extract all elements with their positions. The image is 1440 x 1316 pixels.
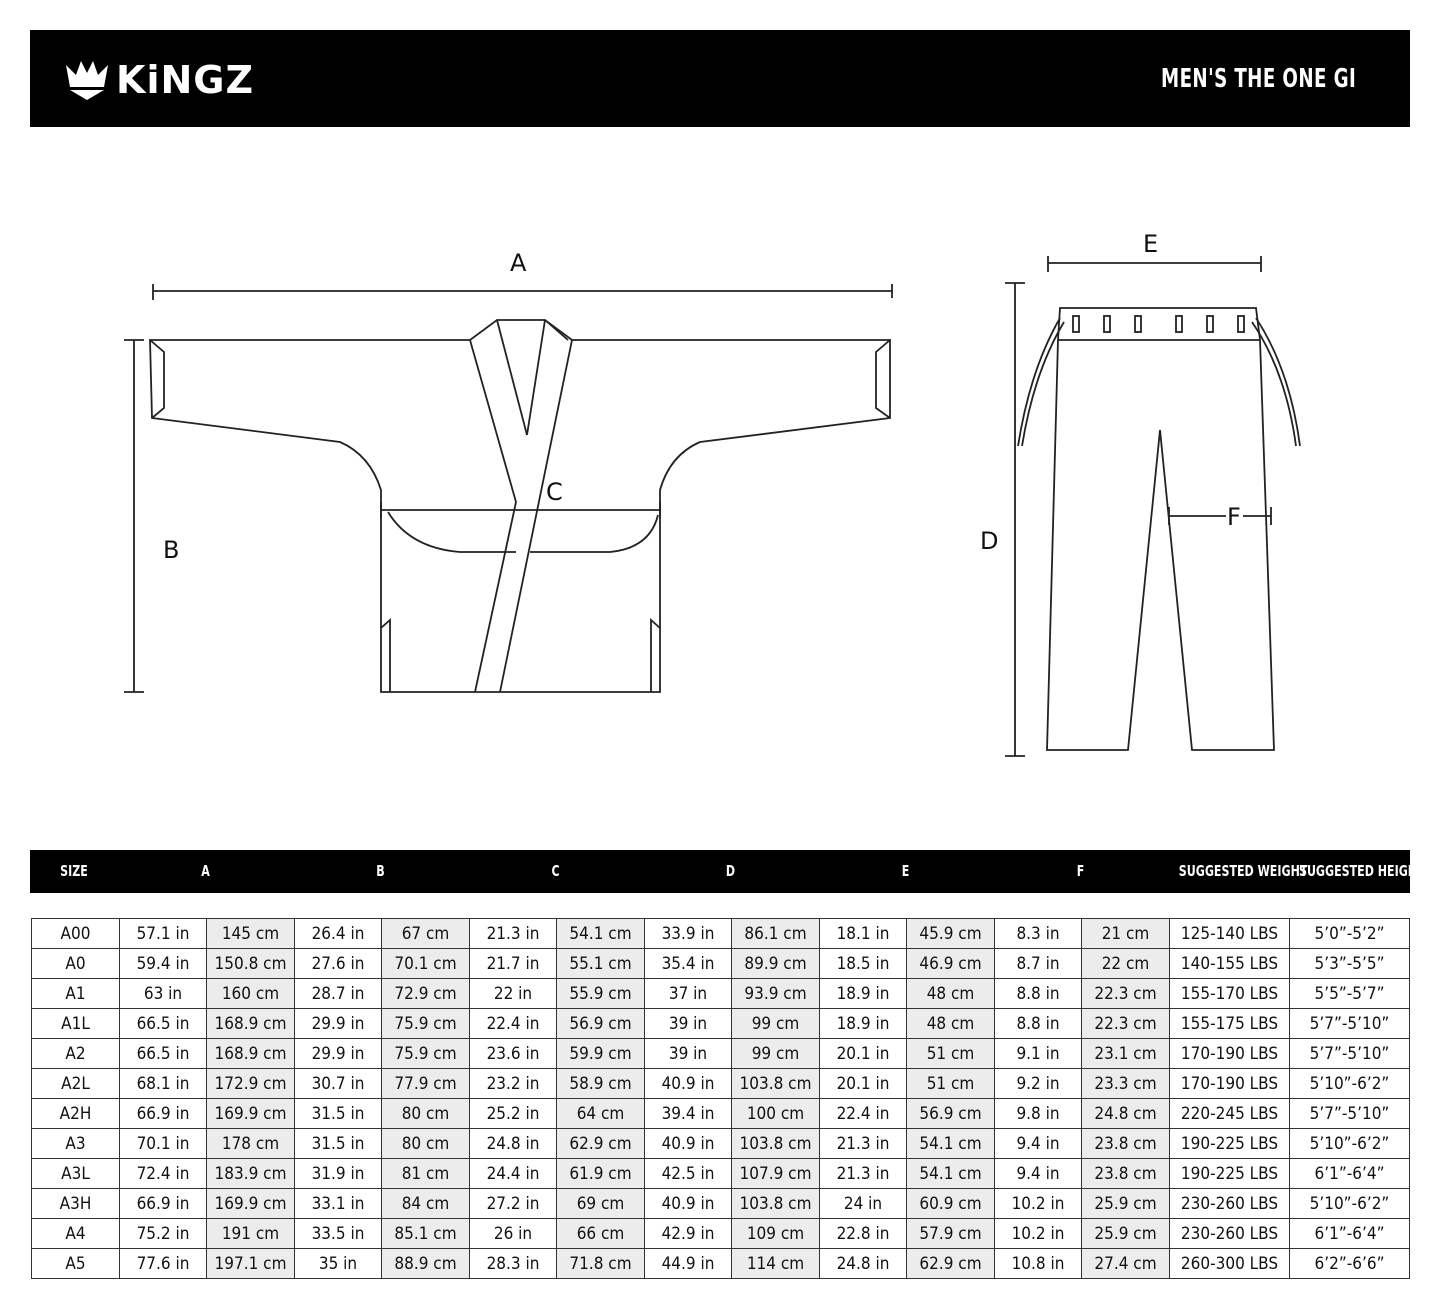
table-cell: 23.8 cm — [1082, 1129, 1170, 1159]
table-cell: 24.4 in — [470, 1159, 557, 1189]
table-cell: 62.9 cm — [907, 1249, 995, 1279]
table-cell: 183.9 cm — [207, 1159, 295, 1189]
table-row — [32, 1099, 1410, 1129]
table-row — [32, 1189, 1410, 1219]
table-cell: 125-140 LBS — [1170, 919, 1290, 949]
size-cell: A00 — [32, 919, 120, 949]
table-cell: 88.9 cm — [382, 1249, 470, 1279]
size-cell: A3H — [32, 1189, 120, 1219]
table-cell: 5’7”-5’10” — [1290, 1099, 1410, 1129]
table-cell: 24.8 cm — [1082, 1099, 1170, 1129]
size-cell: A3L — [32, 1159, 120, 1189]
size-table-header — [30, 850, 1425, 893]
table-cell: 30.7 in — [295, 1069, 382, 1099]
table-cell: 18.5 in — [820, 949, 907, 979]
table-cell: 35 in — [295, 1249, 382, 1279]
table-cell: 26 in — [470, 1219, 557, 1249]
col-header-height: SUGGESTED HEIGHT — [1298, 862, 1425, 880]
table-cell: 62.9 cm — [557, 1129, 645, 1159]
table-cell: 35.4 in — [645, 949, 732, 979]
table-cell: 8.8 in — [995, 979, 1082, 1009]
table-cell: 103.8 cm — [732, 1069, 820, 1099]
table-cell: 18.9 in — [820, 1009, 907, 1039]
table-cell: 33.1 in — [295, 1189, 382, 1219]
table-cell: 145 cm — [207, 919, 295, 949]
table-cell: 81 cm — [382, 1159, 470, 1189]
table-cell: 59.4 in — [120, 949, 207, 979]
table-cell: 5’10”-6’2” — [1290, 1129, 1410, 1159]
table-cell: 22.3 cm — [1082, 1009, 1170, 1039]
table-row — [32, 979, 1410, 1009]
table-cell: 109 cm — [732, 1219, 820, 1249]
table-cell: 22.4 in — [820, 1099, 907, 1129]
table-row — [32, 1129, 1410, 1159]
table-cell: 191 cm — [207, 1219, 295, 1249]
table-cell: 8.7 in — [995, 949, 1082, 979]
product-title: MEN'S THE ONE GI — [1160, 64, 1356, 94]
table-cell: 22 in — [470, 979, 557, 1009]
table-cell: 8.3 in — [995, 919, 1082, 949]
table-row — [32, 1159, 1410, 1189]
table-cell: 9.4 in — [995, 1129, 1082, 1159]
table-cell: 100 cm — [732, 1099, 820, 1129]
table-cell: 20.1 in — [820, 1069, 907, 1099]
col-header-f: F — [1076, 862, 1085, 880]
table-cell: 99 cm — [732, 1039, 820, 1069]
table-row — [32, 919, 1410, 949]
table-cell: 37 in — [645, 979, 732, 1009]
table-cell: 10.2 in — [995, 1189, 1082, 1219]
table-cell: 24.8 in — [470, 1129, 557, 1159]
table-cell: 150.8 cm — [207, 949, 295, 979]
table-cell: 170-190 LBS — [1170, 1069, 1290, 1099]
table-cell: 22.8 in — [820, 1219, 907, 1249]
table-cell: 160 cm — [207, 979, 295, 1009]
table-cell: 18.9 in — [820, 979, 907, 1009]
table-cell: 42.9 in — [645, 1219, 732, 1249]
table-cell: 54.1 cm — [557, 919, 645, 949]
table-cell: 54.1 cm — [907, 1159, 995, 1189]
col-header-b: B — [376, 862, 385, 880]
dimension-label-e: E — [1143, 230, 1159, 258]
table-cell: 61.9 cm — [557, 1159, 645, 1189]
table-cell: 56.9 cm — [907, 1099, 995, 1129]
table-cell: 77.9 cm — [382, 1069, 470, 1099]
table-cell: 29.9 in — [295, 1009, 382, 1039]
table-cell: 9.1 in — [995, 1039, 1082, 1069]
dimension-label-a: A — [510, 249, 527, 277]
table-cell: 58.9 cm — [557, 1069, 645, 1099]
table-cell: 72.9 cm — [382, 979, 470, 1009]
table-cell: 9.4 in — [995, 1159, 1082, 1189]
table-cell: 169.9 cm — [207, 1099, 295, 1129]
col-header-a: A — [201, 862, 210, 880]
table-cell: 99 cm — [732, 1009, 820, 1039]
table-cell: 22.4 in — [470, 1009, 557, 1039]
table-cell: 260-300 LBS — [1170, 1249, 1290, 1279]
table-cell: 77.6 in — [120, 1249, 207, 1279]
table-cell: 75.9 cm — [382, 1009, 470, 1039]
col-header-weight: SUGGESTED WEIGHT — [1178, 862, 1308, 880]
size-cell: A2L — [32, 1069, 120, 1099]
col-header-c: C — [551, 862, 560, 880]
table-cell: 24.8 in — [820, 1249, 907, 1279]
table-cell: 20.1 in — [820, 1039, 907, 1069]
table-cell: 5’7”-5’10” — [1290, 1009, 1410, 1039]
table-cell: 5’3”-5’5” — [1290, 949, 1410, 979]
table-row — [32, 1249, 1410, 1279]
table-cell: 107.9 cm — [732, 1159, 820, 1189]
table-cell: 68.1 in — [120, 1069, 207, 1099]
table-cell: 75.9 cm — [382, 1039, 470, 1069]
table-cell: 33.5 in — [295, 1219, 382, 1249]
table-cell: 80 cm — [382, 1129, 470, 1159]
table-cell: 66.9 in — [120, 1099, 207, 1129]
dimension-label-c: C — [546, 478, 563, 506]
table-cell: 75.2 in — [120, 1219, 207, 1249]
table-cell: 70.1 cm — [382, 949, 470, 979]
table-cell: 27.2 in — [470, 1189, 557, 1219]
dimension-label-d: D — [980, 527, 999, 555]
table-cell: 55.1 cm — [557, 949, 645, 979]
table-cell: 27.4 cm — [1082, 1249, 1170, 1279]
table-cell: 9.2 in — [995, 1069, 1082, 1099]
table-cell: 22.3 cm — [1082, 979, 1170, 1009]
table-cell: 21.3 in — [820, 1129, 907, 1159]
table-cell: 220-245 LBS — [1170, 1099, 1290, 1129]
table-cell: 103.8 cm — [732, 1129, 820, 1159]
table-cell: 44.9 in — [645, 1249, 732, 1279]
table-cell: 40.9 in — [645, 1129, 732, 1159]
table-cell: 93.9 cm — [732, 979, 820, 1009]
table-cell: 21 cm — [1082, 919, 1170, 949]
table-cell: 23.3 cm — [1082, 1069, 1170, 1099]
table-cell: 40.9 in — [645, 1189, 732, 1219]
table-cell: 9.8 in — [995, 1099, 1082, 1129]
table-cell: 86.1 cm — [732, 919, 820, 949]
table-cell: 25.9 cm — [1082, 1189, 1170, 1219]
table-cell: 169.9 cm — [207, 1189, 295, 1219]
table-cell: 54.1 cm — [907, 1129, 995, 1159]
table-cell: 5’5”-5’7” — [1290, 979, 1410, 1009]
table-cell: 140-155 LBS — [1170, 949, 1290, 979]
table-cell: 168.9 cm — [207, 1009, 295, 1039]
table-cell: 178 cm — [207, 1129, 295, 1159]
size-cell: A3 — [32, 1129, 120, 1159]
table-cell: 190-225 LBS — [1170, 1159, 1290, 1189]
table-row — [32, 1069, 1410, 1099]
table-cell: 89.9 cm — [732, 949, 820, 979]
table-cell: 10.8 in — [995, 1249, 1082, 1279]
table-cell: 18.1 in — [820, 919, 907, 949]
table-cell: 40.9 in — [645, 1069, 732, 1099]
table-cell: 168.9 cm — [207, 1039, 295, 1069]
table-cell: 69 cm — [557, 1189, 645, 1219]
table-cell: 23.8 cm — [1082, 1159, 1170, 1189]
table-cell: 63 in — [120, 979, 207, 1009]
table-cell: 31.5 in — [295, 1129, 382, 1159]
col-header-size: SIZE — [60, 862, 88, 880]
table-cell: 197.1 cm — [207, 1249, 295, 1279]
table-cell: 84 cm — [382, 1189, 470, 1219]
table-cell: 60.9 cm — [907, 1189, 995, 1219]
table-cell: 6’1”-6’4” — [1290, 1219, 1410, 1249]
brand-name: KiNGZ — [116, 58, 255, 102]
table-cell: 64 cm — [557, 1099, 645, 1129]
table-row — [32, 1219, 1410, 1249]
table-cell: 31.5 in — [295, 1099, 382, 1129]
col-header-e: E — [901, 862, 910, 880]
table-cell: 230-260 LBS — [1170, 1219, 1290, 1249]
table-cell: 5’10”-6’2” — [1290, 1189, 1410, 1219]
table-cell: 230-260 LBS — [1170, 1189, 1290, 1219]
table-cell: 39 in — [645, 1039, 732, 1069]
table-cell: 48 cm — [907, 979, 995, 1009]
size-cell: A5 — [32, 1249, 120, 1279]
table-cell: 66 cm — [557, 1219, 645, 1249]
dimension-label-b: B — [163, 536, 180, 564]
table-cell: 48 cm — [907, 1009, 995, 1039]
table-cell: 66.5 in — [120, 1009, 207, 1039]
table-cell: 23.6 in — [470, 1039, 557, 1069]
table-cell: 155-175 LBS — [1170, 1009, 1290, 1039]
table-cell: 29.9 in — [295, 1039, 382, 1069]
table-cell: 10.2 in — [995, 1219, 1082, 1249]
table-cell: 45.9 cm — [907, 919, 995, 949]
table-row — [32, 1039, 1410, 1069]
table-row — [32, 1009, 1410, 1039]
table-cell: 57.9 cm — [907, 1219, 995, 1249]
size-cell: A1 — [32, 979, 120, 1009]
table-cell: 27.6 in — [295, 949, 382, 979]
size-cell: A0 — [32, 949, 120, 979]
table-cell: 5’0”-5’2” — [1290, 919, 1410, 949]
table-cell: 103.8 cm — [732, 1189, 820, 1219]
table-cell: 66.9 in — [120, 1189, 207, 1219]
table-cell: 57.1 in — [120, 919, 207, 949]
table-cell: 28.7 in — [295, 979, 382, 1009]
table-cell: 170-190 LBS — [1170, 1039, 1290, 1069]
col-header-d: D — [725, 862, 736, 880]
table-cell: 56.9 cm — [557, 1009, 645, 1039]
table-cell: 51 cm — [907, 1069, 995, 1099]
table-cell: 8.8 in — [995, 1009, 1082, 1039]
table-cell: 42.5 in — [645, 1159, 732, 1189]
table-cell: 46.9 cm — [907, 949, 995, 979]
table-cell: 71.8 cm — [557, 1249, 645, 1279]
table-cell: 25.2 in — [470, 1099, 557, 1129]
size-cell: A2H — [32, 1099, 120, 1129]
table-cell: 39.4 in — [645, 1099, 732, 1129]
table-cell: 28.3 in — [470, 1249, 557, 1279]
table-cell: 6’1”-6’4” — [1290, 1159, 1410, 1189]
table-cell: 5’10”-6’2” — [1290, 1069, 1410, 1099]
table-cell: 23.2 in — [470, 1069, 557, 1099]
table-cell: 67 cm — [382, 919, 470, 949]
size-cell: A4 — [32, 1219, 120, 1249]
table-cell: 59.9 cm — [557, 1039, 645, 1069]
table-cell: 72.4 in — [120, 1159, 207, 1189]
table-cell: 21.3 in — [820, 1159, 907, 1189]
table-cell: 23.1 cm — [1082, 1039, 1170, 1069]
table-cell: 55.9 cm — [557, 979, 645, 1009]
table-row — [32, 949, 1410, 979]
table-cell: 22 cm — [1082, 949, 1170, 979]
table-cell: 70.1 in — [120, 1129, 207, 1159]
table-cell: 25.9 cm — [1082, 1219, 1170, 1249]
table-cell: 66.5 in — [120, 1039, 207, 1069]
table-cell: 6’2”-6’6” — [1290, 1249, 1410, 1279]
table-cell: 85.1 cm — [382, 1219, 470, 1249]
size-table — [31, 918, 1410, 1279]
table-cell: 80 cm — [382, 1099, 470, 1129]
size-cell: A2 — [32, 1039, 120, 1069]
table-cell: 114 cm — [732, 1249, 820, 1279]
table-cell: 33.9 in — [645, 919, 732, 949]
table-cell: 31.9 in — [295, 1159, 382, 1189]
table-cell: 21.7 in — [470, 949, 557, 979]
table-cell: 24 in — [820, 1189, 907, 1219]
table-cell: 26.4 in — [295, 919, 382, 949]
table-cell: 190-225 LBS — [1170, 1129, 1290, 1159]
table-cell: 21.3 in — [470, 919, 557, 949]
table-cell: 51 cm — [907, 1039, 995, 1069]
table-cell: 172.9 cm — [207, 1069, 295, 1099]
table-cell: 39 in — [645, 1009, 732, 1039]
table-cell: 155-170 LBS — [1170, 979, 1290, 1009]
table-cell: 5’7”-5’10” — [1290, 1039, 1410, 1069]
size-cell: A1L — [32, 1009, 120, 1039]
dimension-label-f: F — [1227, 503, 1241, 531]
